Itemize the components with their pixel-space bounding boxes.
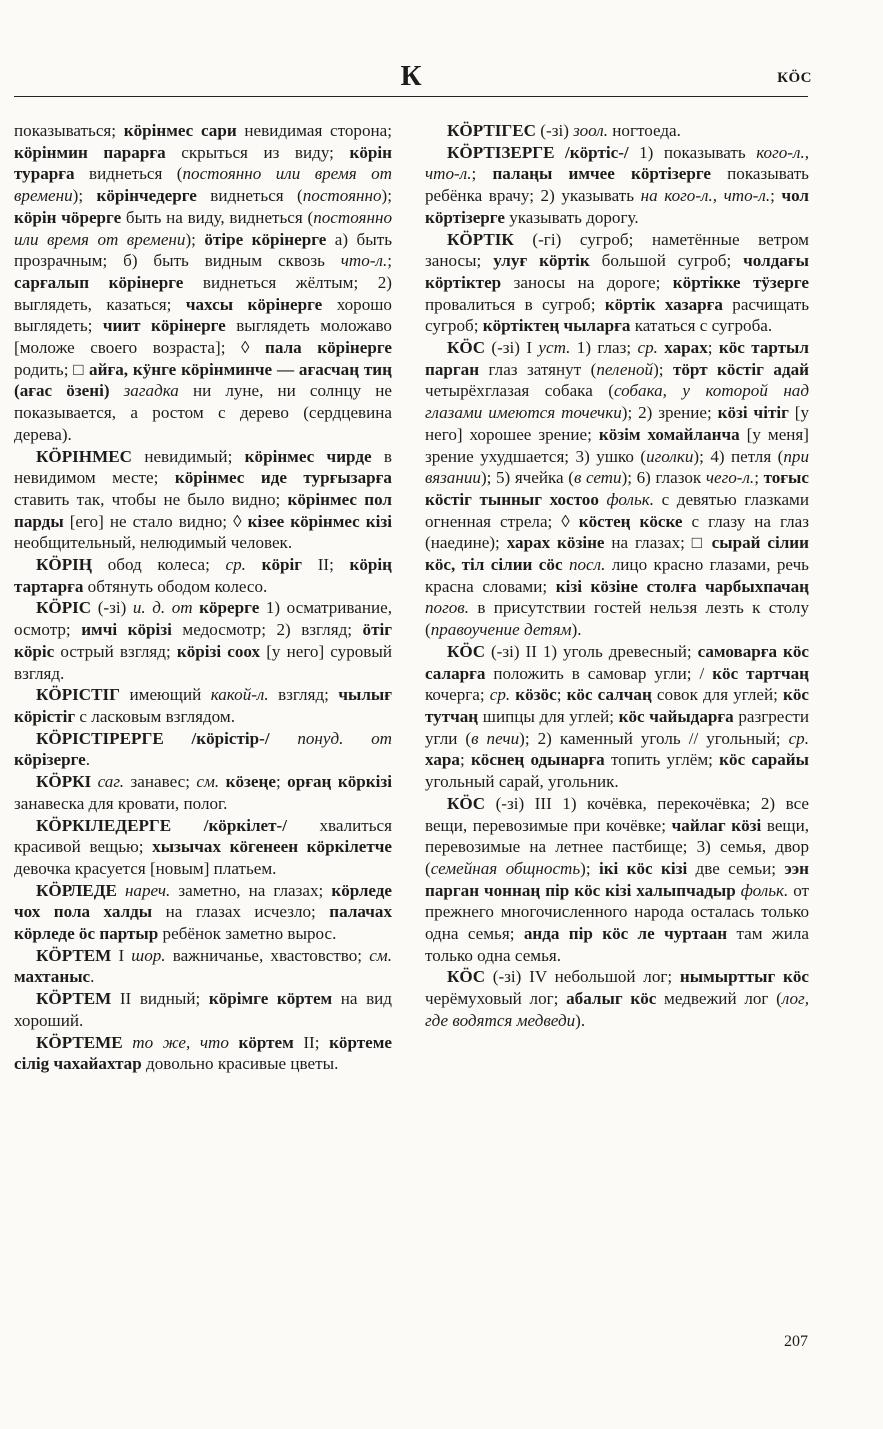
example-phrase: кöрін чöрерге [14, 207, 122, 227]
grammar-note: и. д. от [132, 598, 193, 618]
entry-text: скрыться из виду; [165, 142, 350, 162]
entry-text: ; [275, 772, 288, 792]
example-phrase: харах [664, 338, 708, 358]
headword: КÖС [447, 967, 486, 987]
example-phrase: ӧтіре кöрінерге [204, 229, 327, 249]
dictionary-entry-koristirerge [14, 728, 392, 771]
headword: КÖРІҢ [36, 555, 93, 575]
headword: КÖРТЕМ [36, 989, 112, 1009]
dictionary-entry-kos1 [425, 337, 809, 641]
entry-text: виднеться ( [196, 186, 303, 206]
grammar-note: ср. [225, 555, 246, 575]
dictionary-entry-korinmes [14, 446, 392, 555]
grammar-note: уст. [538, 338, 571, 358]
entry-text: 1) показывать [628, 142, 757, 162]
example-phrase: ээн парган чоннаң пір кöс кізі халыпчадыр [425, 858, 810, 900]
example-phrase: кöртем [238, 1032, 294, 1052]
example-phrase: айға, кÿнге кöрінминче — ағасчаң тиң (ағас ӧзені) [14, 359, 392, 401]
example-phrase: тоғыс кöстіг тынныг хостоо [425, 468, 809, 509]
headword: КÖРТІЗЕРГЕ /кöртіс-/ [447, 142, 629, 162]
entry-text: невидимая сторона; [236, 121, 392, 140]
example-phrase: кöзі чітіг [717, 403, 789, 423]
example-phrase: кöртікке тÿзерге [672, 272, 809, 292]
dictionary-entry-kos4 [425, 966, 809, 1031]
entry-text: провалиться в сугроб; [425, 294, 605, 314]
example-phrase: кöрінмес пол парды [14, 489, 393, 531]
example-phrase: сырай сілии кöс, тіл сілии сöс [425, 533, 809, 575]
grammar-note: саг. [97, 772, 125, 792]
dictionary-entry-korinerge-cont [14, 120, 392, 446]
entry-text: от прежнего многочисленного народа осталась только одна семья; [425, 880, 809, 944]
grammar-note: правоучение детям [430, 620, 572, 640]
example-phrase: кöрінмес сари [123, 121, 237, 140]
headword: КÖРІС [36, 598, 92, 618]
example-phrase: палачах кöрледе ӧс партыр [14, 902, 393, 944]
example-phrase: сарғалып кöрінерге [14, 272, 184, 292]
example-phrase: кöрінмес чирде [244, 446, 372, 466]
headword: КÖС [447, 338, 486, 358]
dictionary-entry-korki [14, 771, 392, 814]
example-phrase: чахсы кöрінерге [185, 294, 323, 314]
example-phrase: харах кöзіне [506, 533, 605, 553]
example-phrase: кöріг [261, 555, 303, 575]
entry-text: ставить так, чтобы не было видно; [14, 489, 288, 509]
entry-text: [его] не стало видно; ◊ [63, 511, 248, 531]
grammar-note: чего-л. [705, 468, 755, 488]
example-phrase: кöс чайыдарға [618, 706, 734, 726]
left-column [14, 120, 392, 1075]
example-phrase: кöртік хазарға [604, 294, 723, 314]
example-phrase: кöзеңе [225, 772, 276, 792]
entry-text: кочерга; [425, 685, 490, 705]
example-phrase: тöрт кöстіг адай [672, 359, 809, 379]
entry-text: ); [381, 186, 392, 206]
grammar-note: при вязании [425, 446, 809, 488]
entry-text: медвежий лог ( [656, 989, 782, 1009]
dictionary-entry-kos2 [425, 641, 809, 793]
entry-text: ); 6) глазок [621, 468, 706, 488]
grammar-note: шор. [131, 945, 166, 965]
entry-text: а) быть прозрачным; б) быть видным сквозь [14, 229, 392, 271]
example-phrase: махтаныс [14, 967, 91, 987]
entry-text: с глазу на глаз (наедине); [425, 511, 809, 553]
entry-text: (-гі) сугроб; наметённые ветром заносы; [425, 229, 809, 271]
entry-text: острый взгляд; [54, 641, 177, 661]
example-phrase: хызычах кöгенеен кöркілетче [152, 837, 392, 857]
dictionary-entry-kortem1 [14, 945, 392, 988]
section-letter: К [400, 60, 422, 92]
example-phrase: палаңы имчее кöртізерге [492, 164, 711, 184]
entry-text: показываться; [14, 121, 124, 140]
dictionary-entry-koristig [14, 684, 392, 727]
entry-text: необщительный, нелюдимый человек. [14, 533, 293, 553]
dictionary-entry-kos3 [425, 793, 809, 967]
entry-text: [у него] хорошее зрение; [425, 403, 809, 444]
page-number: 207 [784, 1333, 808, 1350]
grammar-note: на кого-л., что-л. [640, 186, 771, 206]
grammar-note: постоянно или время от времени [14, 207, 393, 249]
grammar-note: загадка [123, 381, 179, 401]
dictionary-entry-kortik [425, 229, 809, 338]
grammar-note: собака, у которой над глазами имеются точечки [425, 381, 809, 423]
grammar-note: зоол. [573, 121, 609, 140]
example-phrase: анда пір кöс ле чуртаан [523, 924, 728, 944]
entry-text: на глазах; □ [604, 533, 712, 553]
entry-text: ); [72, 186, 97, 206]
grammar-note: нареч. [124, 880, 171, 900]
grammar-note: фольк. [606, 489, 655, 509]
entry-text: ; [556, 685, 567, 705]
entry-text: ); [653, 359, 673, 379]
dictionary-entry-korteme [14, 1032, 392, 1075]
headword: КÖРТІГЕС [447, 121, 537, 140]
entry-text: родить; □ [14, 359, 90, 379]
example-phrase: кізее кöрінмес кізі [247, 511, 392, 531]
headword: КÖРТЕМ [36, 945, 112, 965]
grammar-note: в сети [573, 468, 622, 488]
headword: КÖРЛЕДЕ [36, 880, 117, 900]
headword: КÖРТЕМЕ [36, 1032, 123, 1052]
headword: КÖС [447, 793, 486, 813]
example-phrase: кöрінмес иде турғызарға [174, 468, 392, 488]
entry-text: ). [575, 1010, 586, 1030]
headword: КÖРКІЛЕДЕРГЕ /кöркілет-/ [36, 815, 287, 835]
entry-text: I [111, 945, 132, 965]
entry-text: в присутствии гостей нельзя лезть к столу ( [425, 598, 809, 640]
entry-text: (-зі) III 1) кочёвка, перекочёвка; 2) все вещи, перевозимые при кочёвке; [425, 793, 809, 835]
grammar-note: лог, где водятся медведи [425, 989, 809, 1030]
example-phrase: чылығ кöрістіг [14, 685, 393, 726]
example-phrase: чайлаг кöзі [671, 815, 762, 835]
example-phrase: кöрледе чох пола халды [14, 880, 393, 922]
entry-text: II; [293, 1032, 330, 1052]
entry-text: (-зі) [536, 121, 574, 140]
entry-text: большой сугроб; [589, 251, 744, 271]
headword: КÖРТІК [447, 229, 514, 249]
entry-text: . [85, 750, 91, 770]
entry-text: (-зі) IV небольшой лог; [485, 967, 680, 987]
grammar-note: понуд. от [297, 728, 392, 748]
example-phrase: кöс тартыл парган [425, 338, 809, 379]
entry-text: занавеска для кровати, полог. [14, 793, 228, 813]
entry-text: (-зі) I [485, 338, 539, 358]
entry-text: топить углём; [604, 750, 720, 770]
entry-text: II видный; [111, 989, 209, 1009]
example-phrase: имчі кöрізі [81, 620, 172, 640]
entry-text: ребёнок заметно вырос. [158, 924, 337, 944]
entry-text: . [90, 967, 95, 987]
entry-text: шипцы для углей; [478, 706, 619, 726]
entry-text: показывать ребёнка врачу; 2) указывать [425, 164, 809, 206]
entry-text: ни луне, ни солнцу не показывается, а ростом с дерево (сердцевина дерева). [14, 381, 393, 444]
example-phrase: кöрінмин парарға [14, 142, 166, 162]
grammar-note: ср. [489, 685, 511, 705]
entry-text: лицо красно глазами, речь красна словами; [425, 555, 809, 596]
dictionary-entry-korin [14, 554, 392, 597]
right-column [425, 120, 809, 1032]
example-phrase: кöстең кöске [578, 511, 683, 531]
entry-text: невидимый; [131, 446, 245, 466]
entry-text: кататься с сугроба. [630, 316, 773, 336]
example-phrase: кöртеме сілig чахайахтар [14, 1032, 392, 1074]
entry-text: четырёхглазая собака ( [425, 381, 614, 401]
dictionary-entry-kortem2 [14, 988, 392, 1031]
entry-text: важничанье, хвастовство; [165, 945, 370, 965]
example-phrase: кöзім хомайланча [598, 424, 740, 444]
entry-text: указывать дорогу. [504, 207, 639, 227]
example-phrase: ікі кöс кізі [598, 858, 688, 878]
headword: КÖРІСТІРЕРГЕ /кöрістір-/ [36, 728, 270, 748]
running-header [14, 58, 812, 97]
entry-text: в невидимом месте; [14, 446, 392, 488]
dictionary-entry-kortizerge [425, 142, 809, 229]
entry-text [270, 729, 298, 748]
entry-text: обод колеса; [92, 555, 226, 575]
entry-text: черёмуховый лог; [425, 989, 567, 1009]
grammar-note: ср. [788, 728, 809, 748]
entry-text: на вид хороший. [14, 989, 393, 1030]
entry-text: ); [580, 858, 599, 878]
headword: КÖС [447, 641, 486, 661]
entry-text: виднеться ( [74, 164, 183, 184]
entry-text: заносы на дороге; [501, 272, 673, 292]
grammar-note: пеленой [596, 359, 654, 379]
example-phrase: кöс тутчаң [425, 685, 809, 726]
entry-text: ; [770, 186, 782, 206]
grammar-note: см. [369, 945, 392, 965]
entry-text: имеющий [120, 685, 211, 705]
entry-text: (-зі) II 1) уголь древесный; [485, 641, 698, 661]
entry-text: разгрести угли ( [425, 706, 810, 748]
example-phrase: кöс салчаң [566, 685, 652, 705]
dictionary-entry-korkilederge [14, 815, 392, 880]
entry-text: ногтоеда. [608, 121, 681, 140]
entry-text: [у меня] зрение ухудшается; 3) ушко ( [425, 424, 809, 466]
entry-text: обтянуть ободом колесо. [83, 576, 268, 596]
entry-text: ); 5) ячейка ( [480, 468, 574, 488]
entry-text: 1) глаз; [570, 338, 638, 358]
entry-text: там жила только одна семья. [425, 924, 809, 965]
grammar-note: посл. [568, 555, 606, 575]
entry-text: с ласковым взглядом. [75, 706, 235, 726]
entry-text: хорошо выглядеть; [14, 294, 392, 336]
entry-text: заметно, на глазах; [170, 880, 332, 900]
headword: КÖРІСТІГ [36, 685, 121, 705]
example-phrase: кöс тартчаң [712, 663, 809, 683]
entry-text: виднеться жёлтым; 2) выглядеть, казаться; [14, 272, 392, 314]
grammar-note: погов. [425, 598, 470, 618]
entry-text [123, 1033, 133, 1052]
entry-text: девочка красуется [новым] платьем. [14, 858, 277, 878]
entry-text: выглядеть моложаво [моложе своего возраста]; ◊ [14, 316, 392, 358]
entry-text: совок для углей; [651, 685, 784, 705]
example-phrase: кöрімге кöртем [208, 989, 333, 1009]
dictionary-entry-koris [14, 597, 392, 684]
entry-text: ); [185, 229, 205, 249]
example-phrase: пала кöрінерге [265, 338, 392, 358]
entry-text [110, 381, 124, 400]
grammar-note: в печи [471, 728, 520, 748]
dictionary-entry-kortiges [425, 120, 809, 142]
grammar-note: то же, что [132, 1032, 229, 1052]
entry-text: ; [707, 338, 719, 358]
example-phrase: кізі кöзіне столға чарбыхпачаң [555, 576, 809, 596]
example-phrase: кöрінчедерге [96, 186, 197, 206]
grammar-note: какой-л. [210, 685, 269, 705]
example-phrase: кöрізерге [14, 750, 86, 770]
entry-text: довольно красивые цветы. [141, 1054, 339, 1074]
entry-text: медосмотр; 2) взгляд; [171, 620, 363, 640]
example-phrase: кöрізі соох [176, 641, 261, 661]
grammar-note: ср. [637, 338, 658, 358]
example-phrase: кöснең одынарға [470, 750, 605, 770]
grammar-note: фольк. [740, 880, 789, 900]
entry-text: ); 2) каменный уголь // угольный; [519, 728, 789, 748]
entry-text: [у него] суровый взгляд. [14, 641, 392, 683]
example-phrase: чиит кöрінерге [102, 316, 226, 336]
grammar-note: семейная общность [430, 858, 581, 878]
entry-text: II; [302, 555, 350, 575]
example-phrase: чолдағы кöртіктер [425, 251, 809, 292]
entry-text: ). [571, 620, 582, 640]
example-phrase: хара [425, 750, 460, 770]
grammar-note: постоянно [302, 186, 382, 206]
dictionary-entry-korlede [14, 880, 392, 945]
example-phrase: кöрін турарға [14, 142, 392, 184]
example-phrase: орғаң кöркізі [287, 772, 392, 792]
grammar-note: кого-л., что-л. [425, 142, 809, 184]
example-phrase: кöс сарайы [719, 750, 809, 770]
entry-text: ; [387, 251, 392, 271]
entry-text: глаз затянут ( [479, 359, 597, 379]
headword: КÖРКІ [36, 772, 92, 792]
entry-text: занавес; [124, 772, 197, 792]
entry-text: вещи, перевозимые на летнее пастбище; 3) семья, двор ( [425, 815, 809, 878]
entry-text: хвалиться красивой вещью; [14, 815, 392, 857]
grammar-note: постоянно или время от времени [14, 164, 392, 206]
example-phrase: кöрерге [199, 598, 260, 618]
entry-text: две семьи; [687, 858, 785, 878]
entry-text: с девятью глазками огненная стрела; ◊ [425, 489, 809, 531]
example-phrase: самоварға кöс саларға [425, 641, 809, 683]
example-phrase: чол кöртізерге [425, 186, 810, 227]
entry-text: ; [471, 164, 493, 184]
entry-text: ); 2) зрение; [621, 403, 718, 423]
grammar-note: что-л. [340, 251, 388, 271]
entry-text: (-зі) [91, 598, 133, 618]
example-phrase: кöртіктең чыларға [482, 316, 631, 336]
entry-text: ); 4) петля ( [693, 446, 784, 466]
entry-text: 1) осматривание, осмотр; [14, 598, 392, 640]
grammar-note: см. [196, 772, 220, 792]
example-phrase: улуғ кöртік [493, 251, 590, 271]
example-phrase: абалыг кöс [566, 989, 657, 1009]
entry-text: взгляд; [268, 685, 339, 705]
grammar-note: иголки [646, 446, 694, 466]
example-phrase: нымырттыг кöс [679, 967, 809, 987]
example-phrase: кöрің тартарға [14, 555, 393, 596]
example-phrase: ӧтіг кöріс [14, 620, 392, 661]
entry-text [246, 555, 262, 574]
entry-text: быть на виду, виднеться ( [121, 207, 314, 227]
entry-text [117, 881, 125, 900]
entry-text: на глазах исчезло; [152, 902, 330, 922]
entry-text: угольный сарай, угольник. [425, 772, 619, 792]
entry-text: ; [459, 750, 471, 770]
entry-text: расчищать сугроб; [425, 294, 809, 336]
headword: КÖРІНМЕС [36, 446, 132, 466]
guide-word: КÖС [777, 70, 812, 86]
example-phrase: кöзöс [515, 685, 557, 705]
entry-text: положить в самовар угли; / [485, 663, 713, 683]
entry-text: ; [754, 468, 764, 488]
